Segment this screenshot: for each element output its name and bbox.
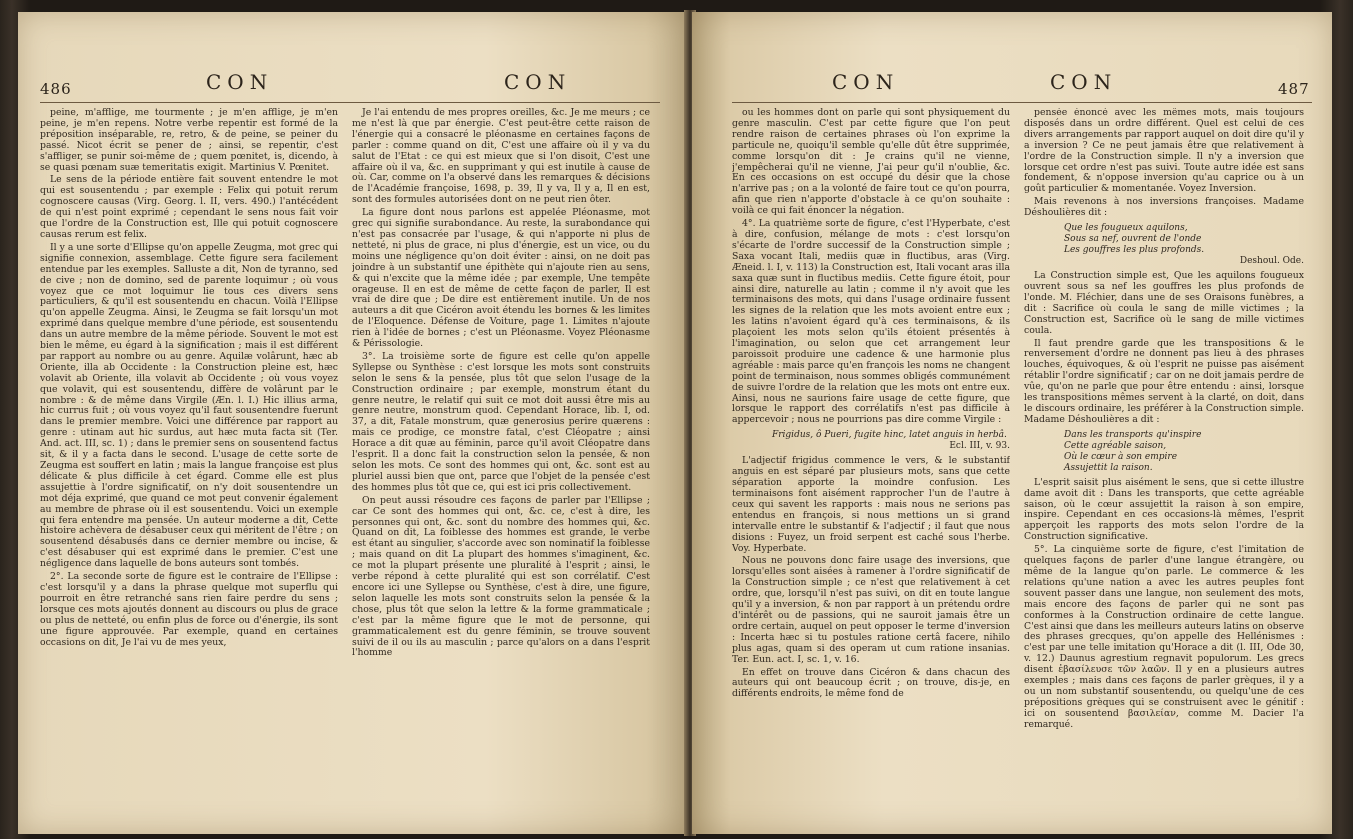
- left-column: [40, 108, 338, 808]
- right-column: [352, 108, 650, 808]
- verse-citation: Ecl. III, v. 93.: [949, 441, 1010, 452]
- paragraph: On peut aussi résoudre ces façons de parler par l'Ellipse ; car Ce sont des hommes qui ont, &c. ce, c'est à dire, les personnes qui ont, &c. sont du nombre des hommes qui, &c. Quand on dit, La foiblesse des hommes est grande, le verbe est étant au singulier, s'accorde avec son nominatif la foiblesse ; mais quand on dit La plupart des hommes s'imaginent, &c. ce mot la plupart présente une pluralité à l'esprit ; ainsi, le verbe répond à cette pluralité qui est son corrélatif. C'est encore ici une Syllepse ou Synthèse, c'est à dire, une figure, selon laquelle les mots sont construits selon la pensée & la chose, plus tôt que selon la lettre & la forme grammaticale ; c'est par la même figure que le mot de personne, qui grammaticalement est du genre féminin, se trouve souvent suivi de il ou ils au masculin ; parce qu'alors on a dans l'esprit l'homme: [352, 494, 650, 659]
- running-head: CON: [832, 70, 900, 94]
- paragraph: Mais revenons à nos inversions françoises. Madame Déshoulières dit :: [1024, 196, 1304, 219]
- verse-quote: [1064, 430, 1304, 474]
- paragraph: En effet on trouve dans Cicéron & dans chacun des auteurs qui ont beaucoup écrit ; on trouve, dis-je, en différents endroits, le même fond de: [732, 666, 1010, 700]
- header-rule: [732, 102, 1312, 103]
- verse-line: Sous sa nef, ouvrent de l'onde: [1064, 234, 1202, 245]
- verse-line: Où le cœur à son empire: [1064, 451, 1178, 462]
- paragraph: L'esprit saisit plus aisément le sens, que si cette illustre dame avoit dit : Dans les transports, que cette agréable saison, où le cœur assujettit la raison à son empire, inspire. Cependant en ces occasions-là mêmes, l'esprit apperçoit les rapports des mots selon l'ordre de la Construction significative.: [1024, 476, 1304, 543]
- page-number: 486: [40, 80, 72, 98]
- verse-line: Frigidus, ô Pueri, fugite hinc, latet anguis in herbâ.: [772, 430, 1007, 441]
- paragraph: La Construction simple est, Que les aquilons fougueux ouvrent sous sa nef les gouffres les plus profonds de l'onde. M. Fléchier, dans une de ses Oraisons funèbres, a dit : Sacrifice où coula le sang de mille victimes ; la Construction est, Sacrifice où le sang de mille victimes coula.: [1024, 270, 1304, 336]
- paragraph: Il y a une sorte d'Ellipse qu'on appelle Zeugma, mot grec qui signifie connexion, assemblage. Cette figure sera facilement entendue par les exemples. Salluste a dit, Non de tyranno, sed de cive ; non de domino, sed de parente loquimur ; où vous voyez que ce mot loquimur lie tous ces divers sens particuliers, & qu'il est sousentendu en chacun. Voilà l'Ellipse qu'on appelle Zeugma. Ainsi, le Zeugma se fait lorsqu'un mot exprimé dans quelque membre d'une période, est sousentendu dans un autre membre de la même période. Souvent le mot est bien le même, eu égard à la signification ; mais il est différent par rapport au nombre ou au genre. Aquilæ volârunt, hæc ab Oriente, illa ab Occidente : la Construction pleine est, hæc volavit ab Oriente, illa volavit ab Occidente ; où vous voyez que volavit, qui est sousentendu, diffère de volârunt par le nombre : & de même dans Virgile (Æn. l. I.) Hic illius arma, hic currus fuit ; où vous voyez qu'il faut sousentendre fuerunt dans le premier membre. Voici une différence par rapport au genre : utinam aut hic surdus, aut hæc muta facta sit (Ter. And. act. III, sc. 1) ; dans le premier sens on sousentend factus sit, & il y a facta dans le second. L'usage de cette sorte de Zeugma est souffert en latin ; mais la langue françoise est plus délicate & plus difficile à cet égard. Comme elle est plus assujettie à l'ordre significatif, on n'y doit sousentendre un mot déja exprimé, que quand ce mot peut convenir également au membre de phrase où il est sousentendu. Voici un exemple qui fera entendre ma pensée. Un auteur moderne a dit, Cette histoire achèvera de désabuser ceux qui méritent de l'être ; on sousentend désabusés dans ce dernier membre ou incise, & c'est désabuser qui est exprimé dans le premier. C'est une négligence dans laquelle de bons auteurs sont tombés.: [40, 241, 338, 570]
- paragraph: Nous ne pouvons donc faire usage des inversions, que lorsqu'elles sont aisées à ramener à l'ordre significatif de la Construction simple ; ce n'est que relativement à cet ordre, que, lorsqu'il n'est pas suivi, on dit en toute langue qu'il y a inversion, & non par rapport à un prétendu ordre d'intérêt ou de passions, qui ne sauroit jamais être un ordre certain, auquel on peut opposer le terme d'inversion : Incerta hæc si tu postules ratione certâ facere, nihilo plus agas, quam si des operam ut cum ratione insanias. Ter. Eun. act. I, sc. 1, v. 16.: [732, 555, 1010, 665]
- paragraph: Il faut prendre garde que les transpositions & le renversement d'ordre ne donnent pas lieu à des phrases louches, équivoques, & où l'esprit ne puisse pas aisément rétablir l'ordre significatif ; car on ne doit jamais perdre de vûe, qu'on ne parle que pour être entendu : ainsi, lorsque les transpositions mêmes servent à la clarté, on doit, dans le discours ordinaire, les préférer à la Construction simple. Madame Déshoulières a dit :: [1024, 337, 1304, 425]
- running-head: CON: [504, 70, 572, 94]
- page-number: 487: [1278, 80, 1310, 98]
- paragraph: L'adjectif frigidus commence le vers, & le substantif anguis en est séparé par plusieurs mots, sans que cette séparation apporte la moindre confusion. Les terminaisons font aisément rapprocher l'un de l'autre à ceux qui savent les rapports : mais nous ne serions pas entendus en françois, si nous mettions un si grand intervalle entre le substantif & l'adjectif ; il faut que nous disions : Fuyez, un froid serpent est caché sous l'herbe. Voy. Hyperbate.: [732, 455, 1010, 554]
- verse-line: Les gouffres les plus profonds.: [1064, 245, 1205, 256]
- verse-line: Cette agréable saison,: [1064, 440, 1167, 451]
- paragraph: Le sens de la période entière fait souvent entendre le mot qui est sousentendu ; par exemple : Felix qui potuit rerum cognoscere causas (Virg. Georg. l. II, vers. 490.) l'antécédent de qui n'est point exprimé ; cependant le sens nous fait voir que l'ordre de la Construction est, Ille qui potuit cognoscere causas rerum est felix.: [40, 174, 338, 240]
- paragraph: La figure dont nous parlons est appelée Pléonasme, mot grec qui signifie surabondance. Au reste, la surabondance qui n'est pas consacrée par l'usage, & qui n'apporte ni plus de netteté, ni plus de grace, ni plus d'énergie, est un vice, ou du moins une négligence qu'on doit éviter : ainsi, on ne doit pas joindre à un substantif une épithète qui n'ajoute rien au sens, & qui n'excite que la même idée ; par exemple, Une tempête orageuse. Il en est de même de cette façon de parler, Il est vrai de dire que ; De dire est entièrement inutile. Un de nos auteurs a dit que Cicéron avoit étendu les bornes & les limites de l'Eloquence. Défense de Voiture, page 1. Limites n'ajoute rien à l'idée de bornes ; c'est un Pléonasme. Voyez Pléonasme & Périssologie.: [352, 207, 650, 350]
- verse-line: Dans les transports qu'inspire: [1064, 429, 1202, 440]
- paragraph: ou les hommes dont on parle qui sont physiquement du genre masculin. C'est par cette figure que l'on peut rendre raison de certaines phrases où l'on exprime la particule ne, quoiqu'il semble qu'elle dût être supprimée, comme lorsqu'on dit : Je crains qu'il ne vienne, j'empêcherai qu'il ne vienne, J'ai peur qu'il n'oublie, &c. En ces occasions on est occupé du désir que la chose n'arrive pas ; on a la volonté de faire tout ce qu'on pourra, afin que rien n'apporte d'obstacle à ce qu'on souhaite : voilà ce qui fait énoncer la négation.: [732, 108, 1010, 217]
- header-rule: [40, 102, 660, 103]
- verse-citation: Deshoul. Ode.: [1239, 256, 1304, 267]
- left-column: [732, 108, 1010, 808]
- verse-quote: [1064, 223, 1304, 267]
- right-page: [692, 12, 1332, 834]
- right-column: [1024, 108, 1304, 808]
- verse-line: Assujettit la raison.: [1064, 462, 1153, 473]
- running-head: CON: [206, 70, 274, 94]
- verse-line: Que les fougueux aquilons,: [1064, 223, 1188, 234]
- paragraph: Je l'ai entendu de mes propres oreilles, &c. Je me meurs ; ce me n'est là que par énergie. C'est peut-être cette raison de l'énergie qui a consacré le pléonasme en certaines façons de parler : comme quand on dit, C'est une affaire où il y va du salut de l'Etat : ce qui est mieux que si l'on disoit, C'est une affaire où il va, &c. en supprimant y qui est inutile à cause de où. Car, comme on l'a observé dans les remarques & décisions de l'Académie françoise, 1698, p. 39, Il y va, Il y a, Il en est, sont des formules autorisées dont on ne peut rien ôter.: [352, 108, 650, 206]
- paragraph: 2°. La seconde sorte de figure est le contraire de l'Ellipse : c'est lorsqu'il y a dans la phrase quelque mot superflu qui pourroit en être retranché sans rien faire perdre du sens ; lorsque ces mots ajoutés donnent au discours ou plus de grace ou plus de netteté, ou enfin plus de force ou d'énergie, ils sont une figure approuvée. Par exemple, quand en certaines occasions on dit, Je l'ai vu de mes yeux,: [40, 571, 338, 648]
- left-page: [18, 12, 686, 834]
- running-head: CON: [1050, 70, 1118, 94]
- paragraph: 3°. La troisième sorte de figure est celle qu'on appelle Syllepse ou Synthèse : c'est lorsque les mots sont construits selon le sens & la pensée, plus tôt que selon l'usage de la Construction ordinaire ; par exemple, monstrum étant du genre neutre, le relatif qui suit ce mot doit aussi être mis au genre neutre, monstrum quod. Cependant Horace, lib. I, od. 37, a dit, Fatale monstrum, quæ generosius perire quærens : mais ce prodige, ce monstre fatal, c'est Cléopatre ; ainsi Horace a dit quæ au féminin, parce qu'il avoit Cléopatre dans l'esprit. Il a donc fait la construction selon la pensée, & non selon les mots. Ce sont des hommes qui ont, &c. sont est au pluriel aussi bien que ont, parce que l'objet de la pensée c'est des hommes plus tôt que ce, qui est ici pris collectivement.: [352, 350, 650, 493]
- paragraph: pensée énoncé avec les mêmes mots, mais toujours disposés dans un ordre différent. Quel est celui de ces divers arrangements par rapport auquel on doit dire qu'il y a inversion ? Ce ne peut jamais être que relativement à l'ordre de la Construction simple. Il n'y a inversion que lorsque cet ordre n'est pas suivi. Toute autre idée est sans fondement, & n'oppose inversion qu'au caprice ou à un goût particulier & momentanée. Voyez Inversion.: [1024, 108, 1304, 195]
- left-page-header: [18, 70, 686, 104]
- right-page-header: [692, 70, 1332, 104]
- paragraph: 4°. La quatrième sorte de figure, c'est l'Hyperbate, c'est à dire, confusion, mélange de mots : c'est lorsqu'on s'écarte de l'ordre successif de la Construction simple ; Saxa vocant Itali, mediis quæ in fluctibus, aras (Virg. Æneid. l. I, v. 113) la Construction est, Itali vocant aras illa saxa quæ sunt in fluctibus mediis. Cette figure étoit, pour ainsi dire, naturelle au latin ; comme il n'y avoit que les terminaisons des mots, qui dans l'usage ordinaire fussent les signes de la relation que les mots avoient entre eux ; les latins n'avoient égard qu'à ces terminaisons, & ils plaçoient les mots selon qu'ils étoient présentés à l'imagination, ou selon que cet arrangement leur paroissoit produire une cadence & une harmonie plus agréable : mais parce qu'en françois les noms ne changent point de terminaison, nous sommes obligés communément de suivre l'ordre de la relation que les mots ont entre eux. Ainsi, nous ne saurions faire usage de cette figure, que lorsque le rapport des corrélatifs n'est pas difficile à appercevoir ; nous ne pourrions pas dire comme Virgile :: [732, 218, 1010, 426]
- paragraph: peine, m'afflige, me tourmente ; je m'en afflige, je m'en peine, je m'en repens. Notre verbe repentir est formé de la préposition inséparable, re, retro, & de peine, se peiner du passé. Nicot écrit se pener de ; ainsi, se repentir, c'est s'affliger, se punir soi-même de ; quem pœnitet, is, dicendo, à se quasi pœnam suæ temeritatis exigit. Martinius V. Pœnitet.: [40, 108, 338, 173]
- paragraph: 5°. La cinquième sorte de figure, c'est l'imitation de quelques façons de parler d'une langue étrangère, ou même de la langue qu'on parle. Le commerce & les relations qu'une nation a avec les autres peuples font souvent passer dans une langue, non seulement des mots, mais encore des façons de parler qui ne sont pas conformes à la Construction ordinaire de cette langue. C'est ainsi que dans les meilleurs auteurs latins on observe des phrases grecques, qu'on appelle des Hellénismes : c'est par une telle imitation qu'Horace a dit (l. III, Ode 30, v. 12.) Daunus agrestium regnavit populorum. Les grecs disent ἐβασίλευσε τῶν λαῶν. Il y en a plusieurs autres exemples ; mais dans ces façons de parler grèques, il y a ou un nom substantif sousentendu, ou quelqu'une de ces prépositions grèques qui se construisent avec le génitif : ici on sousentend βασιλείαν, comme M. Dacier l'a remarqué.: [1024, 544, 1304, 730]
- verse-quote: [772, 430, 1010, 452]
